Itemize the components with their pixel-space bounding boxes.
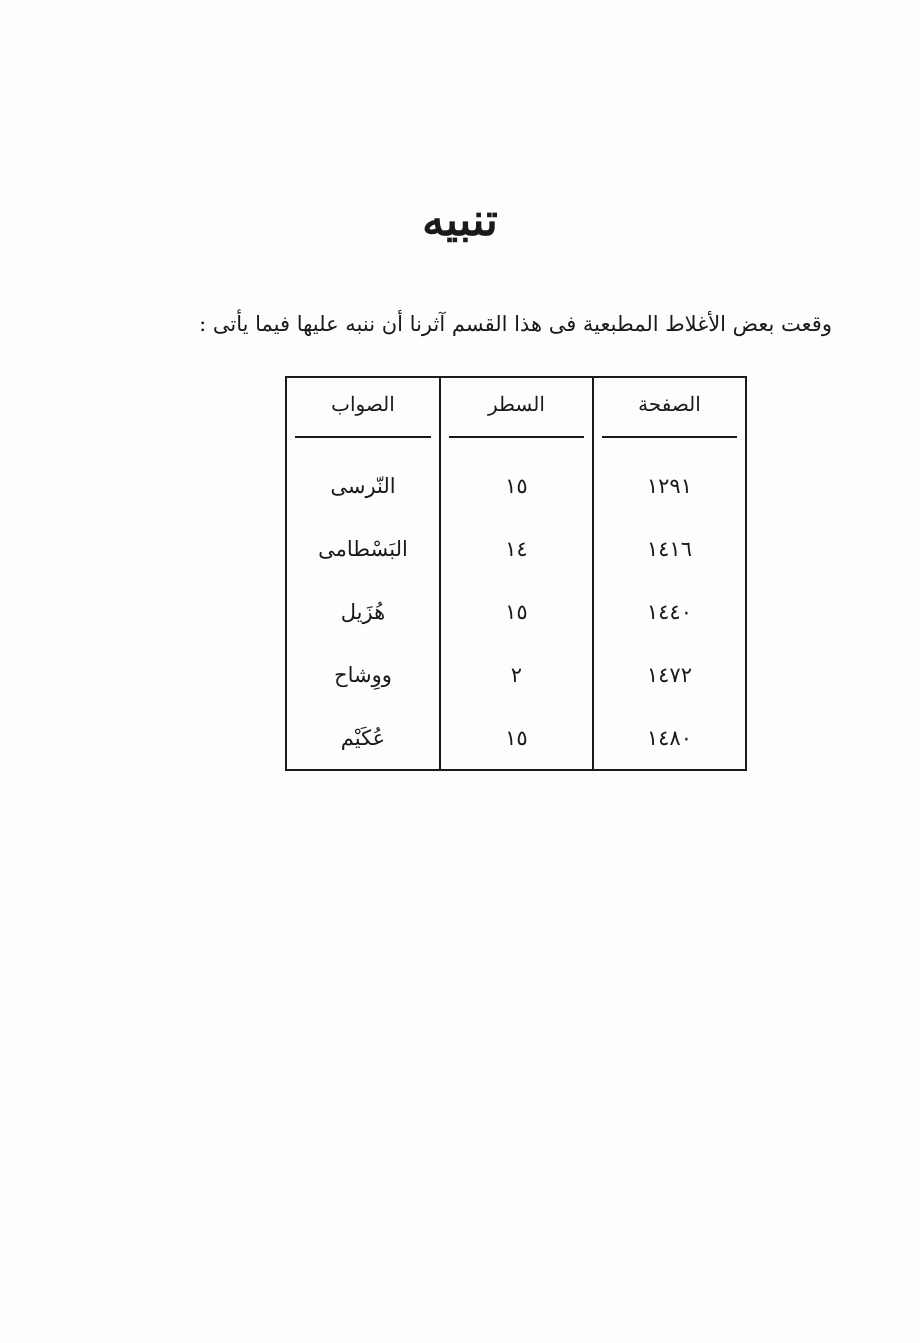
table-header-row [286,377,746,440]
table-row [286,643,746,706]
cell-correction: هُزَيل [286,580,440,643]
cell-line: ١٥ [440,706,593,770]
intro-paragraph: وقعت بعض الأغلاط المطبعية فى هذا القسم آثرنا أن ننبه عليها فيما يأتى : [199,312,832,336]
table-row [286,517,746,580]
cell-page: ١٢٩١ [593,440,746,517]
cell-line: ٢ [440,643,593,706]
header-correction: الصواب [286,377,440,440]
cell-page: ١٤٧٢ [593,643,746,706]
header-line: السطر [440,377,593,440]
page-title: تنبيه [422,195,498,246]
cell-correction: ووِشاح [286,643,440,706]
cell-correction: النّرسى [286,440,440,517]
table-row [286,706,746,770]
cell-page: ١٤٤٠ [593,580,746,643]
cell-page: ١٤٨٠ [593,706,746,770]
table-row [286,580,746,643]
cell-correction: البَسْطامى [286,517,440,580]
cell-page: ١٤١٦ [593,517,746,580]
cell-line: ١٤ [440,517,593,580]
errata-table [285,376,747,771]
cell-line: ١٥ [440,580,593,643]
table-row [286,440,746,517]
cell-line: ١٥ [440,440,593,517]
header-page: الصفحة [593,377,746,440]
cell-correction: عُكَيْم [286,706,440,770]
